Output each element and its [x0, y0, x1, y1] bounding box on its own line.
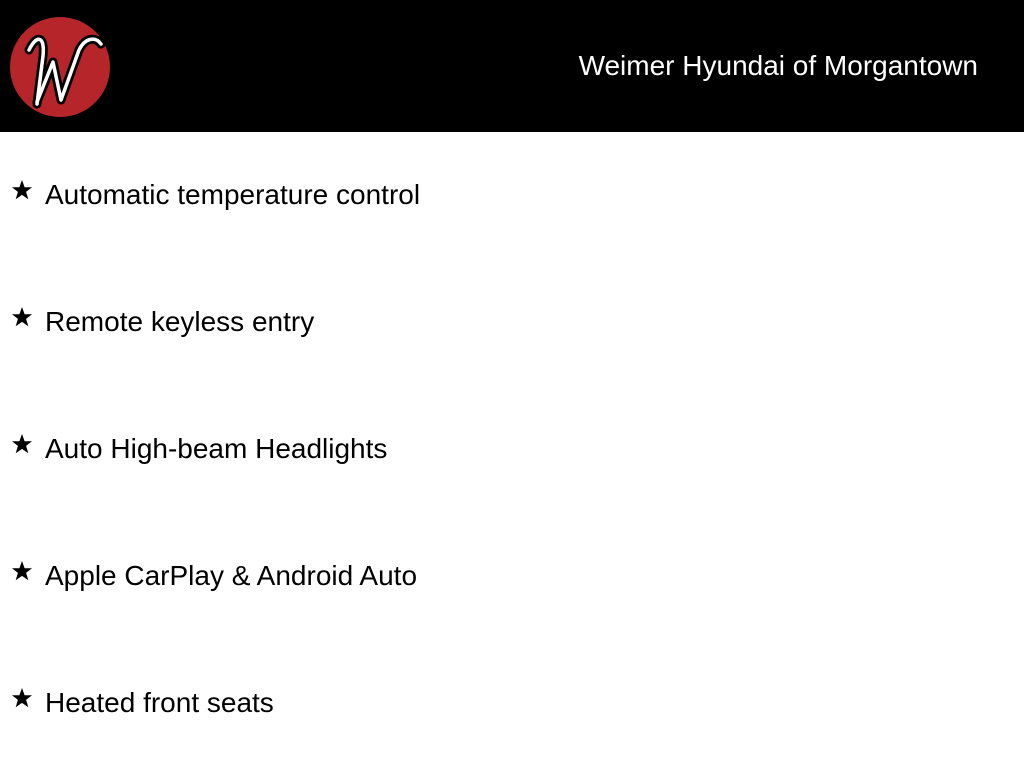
star-icon: [11, 687, 33, 709]
feature-item: [0, 259, 1024, 386]
feature-label: Automatic temperature control: [45, 179, 421, 210]
dealer-name: Weimer Hyundai of Morgantown: [578, 50, 978, 81]
feature-label: Apple CarPlay & Android Auto: [45, 560, 418, 591]
star-icon: [11, 306, 33, 328]
feature-list: [0, 132, 1024, 767]
star-icon: [11, 179, 33, 201]
weimer-w-logo-icon: [9, 16, 111, 118]
feature-label: Remote keyless entry: [45, 306, 315, 337]
feature-item: [0, 513, 1024, 640]
star-icon: [11, 433, 33, 455]
feature-item: [0, 386, 1024, 513]
feature-label: Heated front seats: [45, 687, 274, 718]
star-icon: [11, 560, 33, 582]
feature-item: [0, 640, 1024, 767]
header-bar: [0, 0, 1024, 132]
feature-item: [0, 132, 1024, 259]
feature-label: Auto High-beam Headlights: [45, 433, 388, 464]
